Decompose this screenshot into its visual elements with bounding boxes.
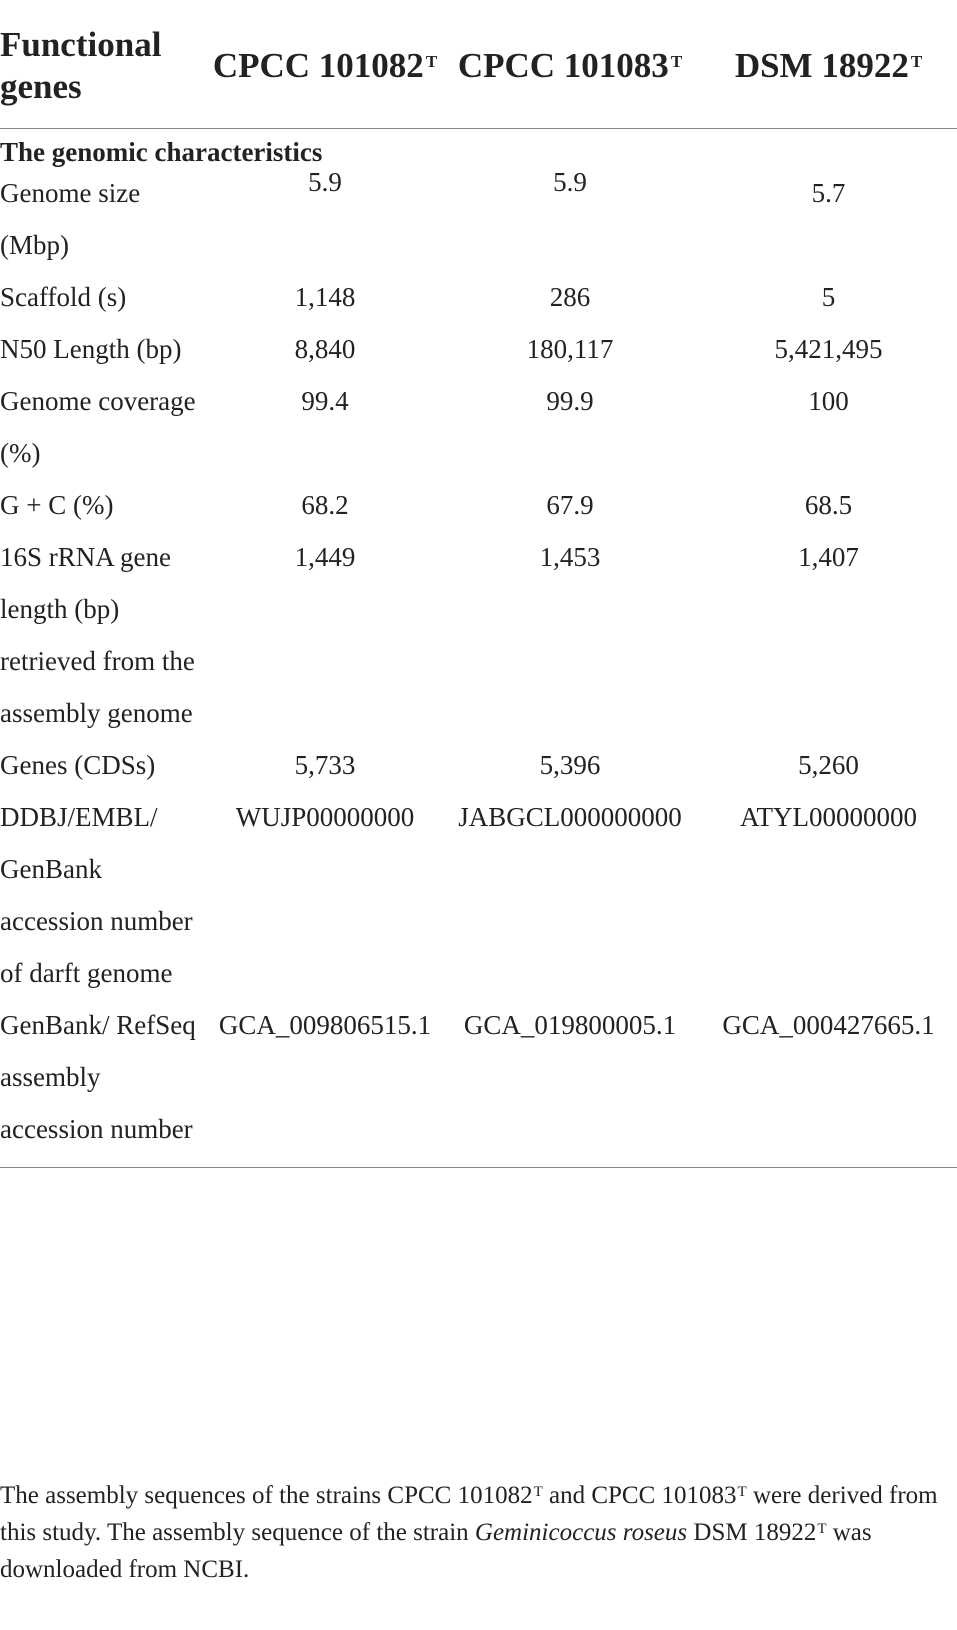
cell-cpcc-101083: GCA_019800005.1: [440, 999, 700, 1168]
footnote-superscript-3: T: [817, 1521, 827, 1537]
cell-cpcc-101082: WUJP00000000: [235, 802, 415, 832]
cell-cpcc-101082: GCA_009806515.1: [210, 999, 440, 1168]
header-cpcc-101082: [210, 0, 440, 129]
cell-cpcc-101083: 1,453: [539, 542, 601, 572]
cell-cpcc-101082: 1,148: [294, 282, 356, 312]
cell-dsm-18922: 1,407: [798, 542, 859, 572]
footnote-text-5: was downloaded from NCBI.: [0, 1519, 872, 1583]
table-row: [0, 739, 957, 791]
row-label: DDBJ/EMBL/ GenBank accession number of darft genome: [0, 802, 193, 988]
header-dsm-18922: [700, 0, 957, 129]
cell-cpcc-101082: 8,840: [294, 334, 356, 364]
table-row: [0, 791, 957, 999]
row-label: Scaffold (s): [0, 282, 127, 312]
row-label: N50 Length (bp): [0, 334, 182, 364]
table-row: [0, 531, 957, 739]
row-label: Genome coverage (%): [0, 386, 196, 468]
cell-cpcc-101082: 5.9: [308, 167, 342, 197]
cell-dsm-18922: GCA_000427665.1: [700, 999, 957, 1168]
header-functional-genes-label: Functional genes: [0, 25, 162, 106]
header-dsm-18922-superscript: T: [910, 52, 923, 71]
section-title: The genomic characteristics: [0, 137, 323, 167]
cell-dsm-18922: 5,260: [798, 750, 859, 780]
cell-cpcc-101082: 1,449: [294, 542, 356, 572]
table-row: [0, 999, 957, 1168]
cell-dsm-18922: 100: [808, 386, 849, 416]
cell-dsm-18922: 5: [821, 282, 836, 312]
footnote-text-1: The assembly sequences of the strains CPCC 101082: [0, 1482, 533, 1509]
table-body: [0, 129, 957, 1168]
footnote-text-3: were derived from this study. The assembly sequence of the strain: [0, 1482, 938, 1546]
cell-cpcc-101082: 68.2: [301, 490, 349, 520]
table-header: [0, 0, 957, 129]
header-cpcc-101083: [440, 0, 700, 129]
header-cpcc-101083-label: CPCC 101083: [457, 46, 669, 85]
row-label: G + C (%): [0, 490, 114, 520]
cell-cpcc-101083: 180,117: [526, 334, 614, 364]
row-label: GenBank/ RefSeq assembly accession number: [0, 999, 210, 1168]
footnote-text-4: DSM 18922: [687, 1519, 817, 1546]
cell-cpcc-101082: 5,733: [294, 750, 356, 780]
table-footnote: [0, 1477, 950, 1588]
row-label: Genes (CDSs): [0, 750, 156, 780]
footnote-superscript-2: T: [737, 1484, 747, 1500]
cell-cpcc-101083: 67.9: [546, 490, 594, 520]
cell-cpcc-101083: JABGCL000000000: [458, 802, 682, 832]
header-functional-genes: [0, 0, 210, 129]
table-row: [0, 323, 957, 375]
cell-dsm-18922: 5.7: [811, 178, 846, 208]
table-row: [0, 271, 957, 323]
cell-cpcc-101083: 5,396: [539, 750, 601, 780]
footnote-text-2: and CPCC 101083: [542, 1482, 737, 1509]
cell-dsm-18922: ATYL00000000: [740, 802, 917, 832]
header-cpcc-101083-superscript: T: [670, 52, 683, 71]
row-label: 16S rRNA gene length (bp) retrieved from the assembly genome: [0, 542, 195, 728]
cell-cpcc-101083: 99.9: [546, 386, 594, 416]
row-label: Genome size (Mbp): [0, 178, 141, 260]
header-row: [0, 0, 957, 129]
cell-dsm-18922: 68.5: [804, 490, 853, 520]
cell-cpcc-101082: 99.4: [301, 386, 349, 416]
footnote-superscript-1: T: [533, 1484, 543, 1500]
cell-dsm-18922: 5,421,495: [774, 334, 883, 364]
section-row: [0, 129, 957, 168]
table-row: [0, 167, 957, 271]
header-dsm-18922-label: DSM 18922: [734, 46, 909, 85]
cell-cpcc-101083: 286: [549, 282, 591, 312]
footnote-species-name: Geminicoccus roseus: [474, 1519, 688, 1546]
table-row: [0, 479, 957, 531]
table-row: [0, 375, 957, 479]
header-cpcc-101082-superscript: T: [425, 52, 438, 71]
header-cpcc-101082-label: CPCC 101082: [212, 46, 424, 85]
cell-cpcc-101083: 5.9: [553, 167, 587, 197]
